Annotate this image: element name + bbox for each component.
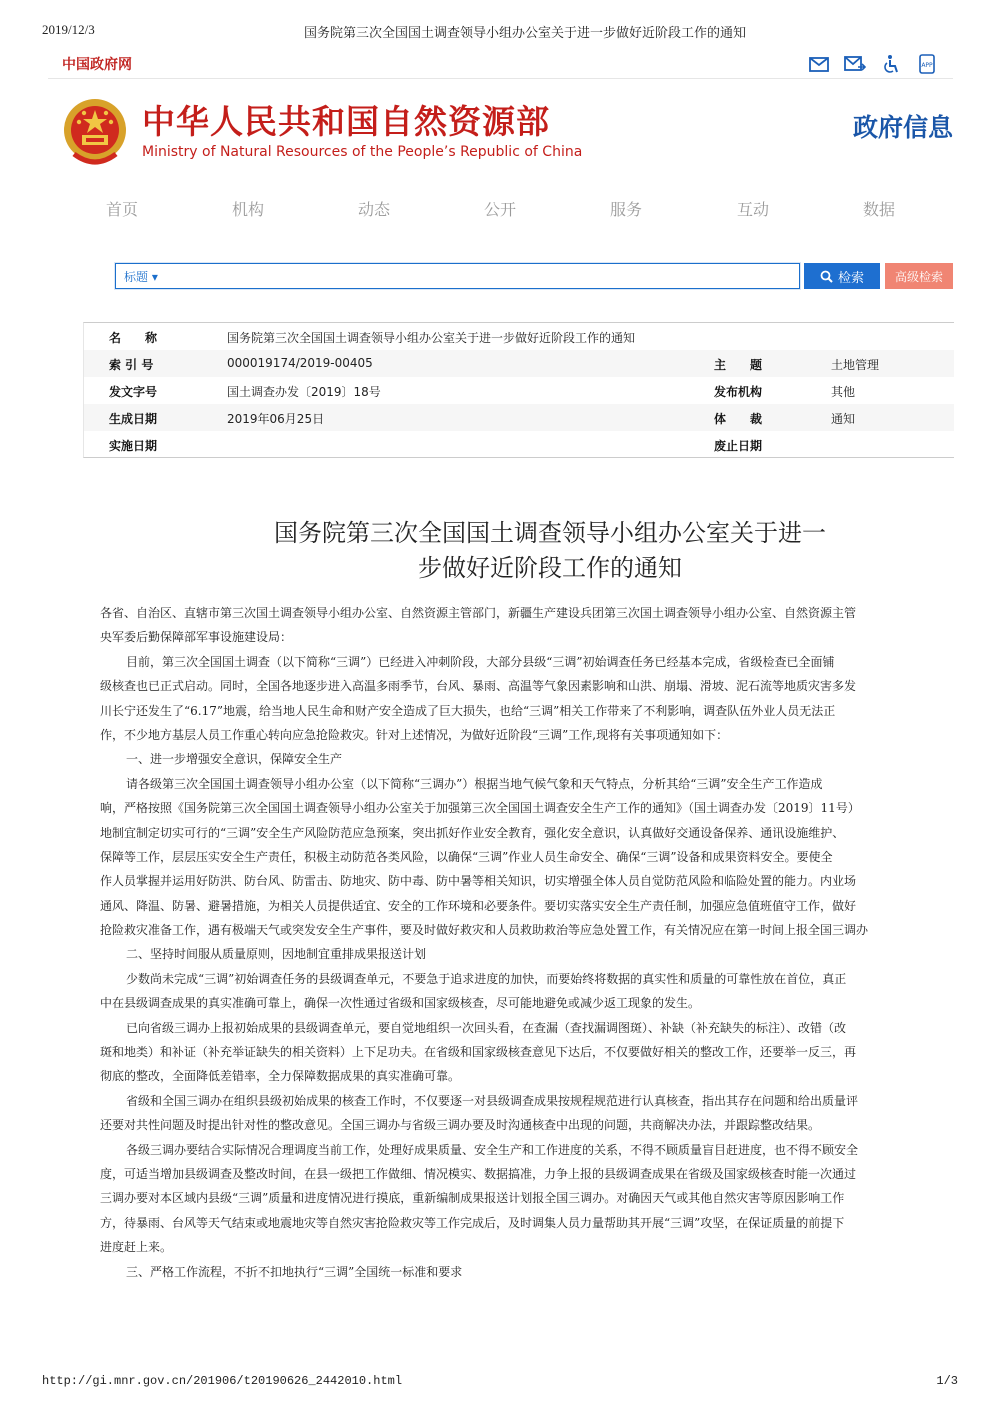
text-line: 二、坚持时间服从质量原则，因地制宜重排成果报送计划 (126, 947, 427, 962)
text-line: 少数尚未完成“三调”初始调查任务的县级调查单元，不要急于追求进度的加快，而要始终将数据的真实性和质量的可靠性放在首位，真正 (126, 971, 847, 986)
text-line: 度，可适当增加县级调查及整改时间，在县一级把工作做细、情况模实、数据搞准，力争上报的县级调查成果在省级及国家级核查时能一次通过 (100, 1166, 857, 1181)
search-type-dropdown[interactable]: 标题 ▾ (124, 270, 158, 284)
meta-repeal-label: 废止日期 (714, 439, 763, 453)
print-header (42, 22, 958, 42)
text-line: 作人员掌握并运用好防洪、防台风、防雷击、防地灾、防中毒、防中暑等相关知识，切实增强全体人员自觉防范风险和临险处置的能力。内业场 (100, 874, 857, 889)
meta-genre-label: 体 裁 (714, 412, 763, 426)
paragraph (100, 1138, 953, 1260)
meta-row-index (84, 350, 954, 377)
text-line: 还要对共性问题及时提出针对性的整改意见。全国三调办与省级三调办要及时沟通核查中出现的问题，共商解决办法，并跟踪整改结果。 (100, 1118, 821, 1133)
article-title-line: 国务院第三次全国国土调查领导小组办公室关于进一 (274, 519, 826, 547)
nav-interaction[interactable]: 互动 (736, 200, 770, 219)
section-heading (100, 1260, 953, 1284)
text-line: 一、进一步增强安全意识，保障安全生产 (126, 752, 343, 767)
meta-row-date (84, 404, 954, 431)
meta-name-label: 名 称 (109, 331, 158, 345)
main-nav (48, 197, 953, 219)
search-input[interactable] (174, 265, 798, 287)
text-line: 抢险救灾准备工作，遇有极端天气或突发安全生产事件，要及时做好救灾和人员救助救治等应急处置工作，有关情况应在第一时间上报全国三调办 (100, 923, 869, 938)
nav-news[interactable]: 动态 (357, 200, 391, 219)
text-line: 彻底的整改，全面降低差错率，全力保障数据成果的真实准确可靠。 (100, 1069, 461, 1084)
advanced-search-button[interactable]: 高级检索 (885, 263, 953, 289)
article-body (100, 601, 953, 1361)
text-line: 已向省级三调办上报初始成果的县级调查单元，要自觉地组织一次回头看，在查漏（查找漏调图斑）、补缺（补充缺失的标注）、改错（改 (126, 1020, 847, 1035)
search-icon (820, 270, 833, 283)
text-line: 请各级第三次全国国土调查领导小组办公室（以下简称“三调办”）根据当地气候气象和天气特点，分析其给“三调”安全生产工作造成 (126, 776, 823, 791)
meta-row-docno (84, 377, 954, 404)
search-bar (115, 263, 953, 291)
nav-services[interactable]: 服务 (609, 200, 643, 219)
article-title (200, 516, 900, 586)
meta-index-value: 000019174/2019-00405 (227, 356, 373, 370)
ministry-name-en: Ministry of Natural Resources of the People’s Republic of China (142, 144, 583, 160)
meta-date-label: 生成日期 (109, 412, 158, 426)
top-bar (48, 52, 953, 79)
app-label: APP (921, 62, 933, 69)
text-line: 通风、降温、防暑、避暑措施，为相关人员提供适宜、安全的工作环境和必要条件。要切实落实安全生产责任制，加强应急值班值守工作，做好 (100, 898, 857, 913)
meta-index-label: 索 引 号 (109, 358, 154, 372)
meta-row-name (84, 323, 954, 350)
text-line: 方，待暴雨、台风等天气结束或地震地灾等自然灾害抢险救灾等工作完成后，及时调集人员力量帮助其开展“三调”攻坚，在保证质量的前提下 (100, 1215, 845, 1230)
text-line: 各省、自治区、直辖市第三次国土调查领导小组办公室、自然资源主管部门，新疆生产建设兵团第三次国土调查领导小组办公室、自然资源主管 (100, 606, 857, 620)
national-emblem-icon[interactable] (60, 96, 130, 170)
text-line: 进度赶上来。 (100, 1240, 173, 1255)
text-line: 响，严格按照《国务院第三次全国国土调查领导小组办公室关于加强第三次全国国土调查安全生产工作的通知》（国土调查办发〔2019〕11号） (100, 801, 860, 816)
nav-home[interactable]: 首页 (105, 200, 139, 219)
nav-organization[interactable]: 机构 (231, 200, 265, 219)
text-line: 中在县级调查成果的真实准确可靠上，确保一次性通过省级和国家级核查，尽可能地避免或减少返工现象的发生。 (100, 996, 701, 1011)
app-icon[interactable] (915, 53, 939, 75)
meta-docno-label: 发文字号 (109, 385, 158, 399)
search-box (115, 263, 800, 289)
text-line: 省级和全国三调办在组织县级初始成果的核查工作时，不仅要逐一对县级调查成果按规程规范进行认真核查，指出其存在问题和给出质量评 (126, 1093, 859, 1108)
meta-issuer-label: 发布机构 (714, 385, 763, 399)
print-date: 2019/12/3 (42, 22, 95, 37)
ministry-name-cn: 中华人民共和国自然资源部 (142, 102, 550, 141)
text-line: 三、严格工作流程，不折不扣地执行“三调”全国统一标准和要求 (126, 1264, 463, 1279)
section-heading (100, 942, 953, 966)
meta-subject-label: 主 题 (714, 358, 763, 372)
print-url: http://gi.mnr.gov.cn/201906/t20190626_2442010.html (42, 1374, 403, 1388)
accessibility-icon[interactable] (879, 53, 903, 75)
text-line: 斑和地类）和补证（补充举证缺失的相关资料）上下足功夫。在省级和国家级核查意见下达后，不仅要做好相关的整改工作，还要举一反三，再 (100, 1045, 857, 1060)
text-line: 目前，第三次全国国土调查（以下简称“三调”）已经进入冲刺阶段，大部分县级“三调”初始调查任务已经基本完成，省级检查已全面铺 (126, 654, 835, 669)
meta-docno-value: 国土调查办发〔2019〕18号 (227, 385, 381, 399)
paragraph (100, 1089, 953, 1138)
print-footer (42, 1374, 958, 1394)
paragraph (100, 1016, 953, 1089)
print-page-number: 1/3 (936, 1374, 958, 1388)
meta-genre-value: 通知 (831, 412, 856, 426)
meta-effective-label: 实施日期 (109, 439, 158, 453)
nav-disclosure[interactable]: 公开 (483, 200, 517, 219)
text-line: 央军委后勤保障部军事设施建设局： (100, 630, 293, 645)
email-icon[interactable] (843, 53, 867, 75)
paragraph (100, 601, 953, 650)
text-line: 川长宁还发生了“6.17”地震，给当地人民生命和财产安全造成了巨大损失，也给“三调”相关工作带来了不利影响，调查队伍外业人员无法正 (100, 703, 836, 718)
mail-icon[interactable] (807, 53, 831, 75)
metadata-table (83, 322, 954, 458)
gov-portal-link[interactable]: 中国政府网 (62, 57, 132, 73)
article-title-line: 步做好近阶段工作的通知 (418, 554, 682, 582)
print-title: 国务院第三次全国国土调查领导小组办公室关于进一步做好近阶段工作的通知 (304, 25, 747, 40)
text-line: 三调办要对本区域内县级“三调”质量和进度情况进行摸底，重新编制成果报送计划报全国三调办。对确因天气或其他自然灾害等原因影响工作 (100, 1191, 845, 1206)
search-button[interactable] (804, 263, 880, 289)
meta-row-effective (84, 431, 954, 458)
meta-name-value: 国务院第三次全国国土调查领导小组办公室关于进一步做好近阶段工作的通知 (227, 331, 636, 345)
paragraph (100, 967, 953, 1016)
text-line: 保障等工作，层层压实安全生产责任，积极主动防范各类风险，以确保“三调”作业人员生命安全、确保“三调”设备和成果资料安全。要使全 (100, 849, 833, 864)
top-tools (807, 53, 939, 75)
meta-date-value: 2019年06月25日 (227, 412, 325, 426)
meta-subject-value: 土地管理 (831, 358, 880, 372)
paragraph (100, 772, 953, 943)
meta-issuer-value: 其他 (831, 385, 856, 399)
nav-data[interactable]: 数据 (862, 200, 896, 219)
search-button-label: 检索 (837, 269, 864, 285)
text-line: 地制宜制定切实可行的“三调”安全生产风险防范应急预案，突出抓好作业安全教育，强化安全意识，认真做好交通设备保养、通讯设施维护、 (100, 825, 845, 840)
section-heading (100, 747, 953, 771)
text-line: 作，不少地方基层人员工作重心转向应急抢险救灾。针对上述情况，为做好近阶段“三调”工作,现将有关事项通知如下： (100, 727, 729, 742)
text-line: 级核查也已正式启动。同时，全国各地逐步进入高温多雨季节，台风、暴雨、高温等气象因素影响和山洪、崩塌、滑坡、泥石流等地质灾害多发 (100, 679, 857, 694)
paragraph (100, 650, 953, 748)
site-header (48, 86, 953, 176)
gov-info-title: 政府信息 (853, 113, 953, 142)
text-line: 各级三调办要结合实际情况合理调度当前工作，处理好成果质量、安全生产和工作进度的关系，不得不顾质量盲目赶进度，也不得不顾安全 (126, 1142, 859, 1157)
